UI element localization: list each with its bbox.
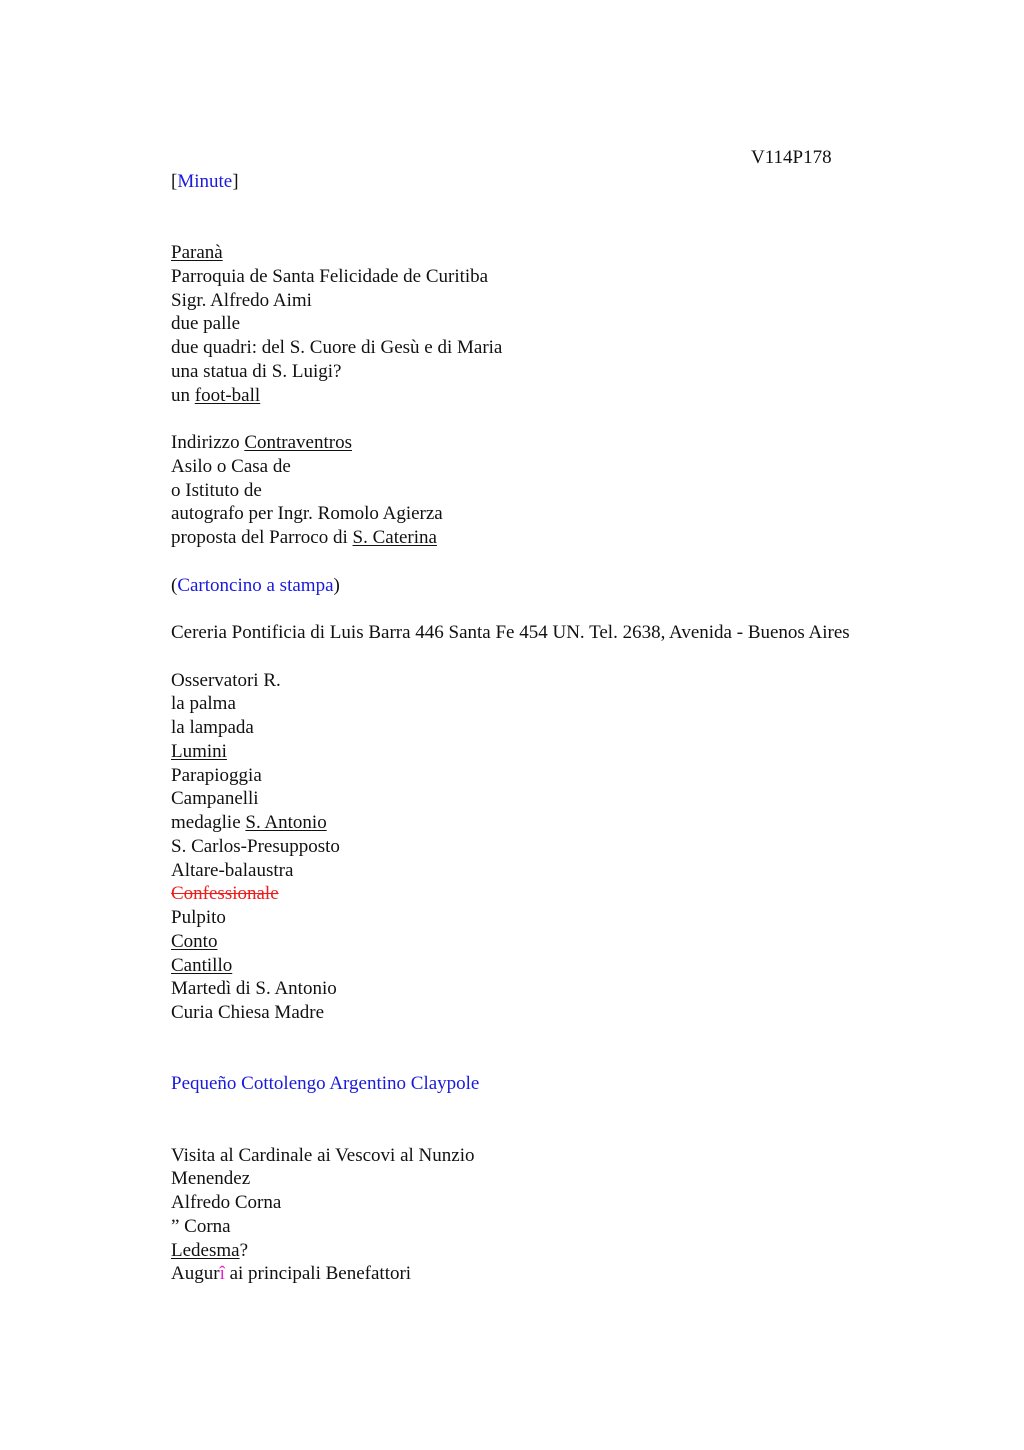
text-sigr-aimi: Sigr. Alfredo Aimi xyxy=(171,290,312,311)
text-curia: Curia Chiesa Madre xyxy=(171,1002,325,1023)
text-confessionale-struck: Confessionale xyxy=(171,883,279,904)
cartoncino-label: Cartoncino a stampa xyxy=(177,575,334,596)
text-lampada: la lampada xyxy=(171,717,254,738)
minute-label: Minute xyxy=(177,171,233,192)
medaglie-prefix: medaglie xyxy=(171,812,246,833)
text-menendez: Menendez xyxy=(171,1168,251,1189)
minute-bracket-close: ] xyxy=(232,171,239,192)
text-football-line xyxy=(171,384,260,408)
text-lumini: Lumini xyxy=(171,741,227,762)
cartoncino-note xyxy=(171,574,340,598)
cartoncino-paren-close: ) xyxy=(333,575,340,596)
text-alfredo-corna: Alfredo Corna xyxy=(171,1192,282,1213)
auguri-accent-letter: î xyxy=(219,1263,225,1284)
text-medaglie-line xyxy=(171,811,327,835)
s-antonio-word: S. Antonio xyxy=(245,812,327,833)
proposta-prefix: proposta del Parroco di xyxy=(171,527,353,548)
text-autografo: autografo per Ingr. Romolo Agierza xyxy=(171,503,443,524)
text-s-carlos: S. Carlos-Presupposto xyxy=(171,836,340,857)
text-pequeno-cottolengo: Pequeño Cottolengo Argentino Claypole xyxy=(171,1073,480,1094)
football-prefix: un xyxy=(171,385,195,406)
text-osservatori: Osservatori R. xyxy=(171,670,281,691)
text-ditto-corna: ” Corna xyxy=(171,1216,231,1237)
text-conto: Conto xyxy=(171,931,218,952)
text-parapioggia: Parapioggia xyxy=(171,765,262,786)
text-istituto: o Istituto de xyxy=(171,480,262,501)
cartoncino-paren-open: ( xyxy=(171,575,178,596)
text-parana: Paranà xyxy=(171,242,223,263)
text-proposta-line xyxy=(171,526,437,550)
text-due-palle: due palle xyxy=(171,313,241,334)
text-asilo: Asilo o Casa de xyxy=(171,456,291,477)
text-campanelli: Campanelli xyxy=(171,788,259,809)
text-pulpito: Pulpito xyxy=(171,907,226,928)
text-martedi: Martedì di S. Antonio xyxy=(171,978,337,999)
text-ledesma-line xyxy=(171,1239,248,1263)
football-word: foot-ball xyxy=(194,385,261,406)
text-parroquia: Parroquia de Santa Felicidade de Curitiba xyxy=(171,266,489,287)
text-cereria: Cereria Pontificia di Luis Barra 446 Santa Fe 454 UN. Tel. 2638, Avenida - Buenos Aires xyxy=(171,622,850,643)
text-altare: Altare-balaustra xyxy=(171,860,294,881)
text-cantillo: Cantillo xyxy=(171,955,233,976)
text-due-quadri: due quadri: del S. Cuore di Gesù e di Maria xyxy=(171,337,503,358)
text-indirizzo-line xyxy=(171,431,352,455)
ledesma-question: ? xyxy=(239,1240,249,1261)
s-caterina-word: S. Caterina xyxy=(352,527,437,548)
text-palma: la palma xyxy=(171,693,236,714)
auguri-rest: ai principali Benefattori xyxy=(224,1263,412,1284)
minute-bracket-open: [ xyxy=(171,171,178,192)
auguri-prefix: Augur xyxy=(171,1263,220,1284)
contraventros-word: Contraventros xyxy=(244,432,352,453)
page-reference: V114P178 xyxy=(751,147,832,168)
minute-heading xyxy=(171,170,239,194)
text-statua: una statua di S. Luigi? xyxy=(171,361,342,382)
ledesma-word: Ledesma xyxy=(171,1240,240,1261)
text-auguri-line xyxy=(171,1262,411,1286)
indirizzo-prefix: Indirizzo xyxy=(171,432,245,453)
text-visita: Visita al Cardinale ai Vescovi al Nunzio xyxy=(171,1145,475,1166)
